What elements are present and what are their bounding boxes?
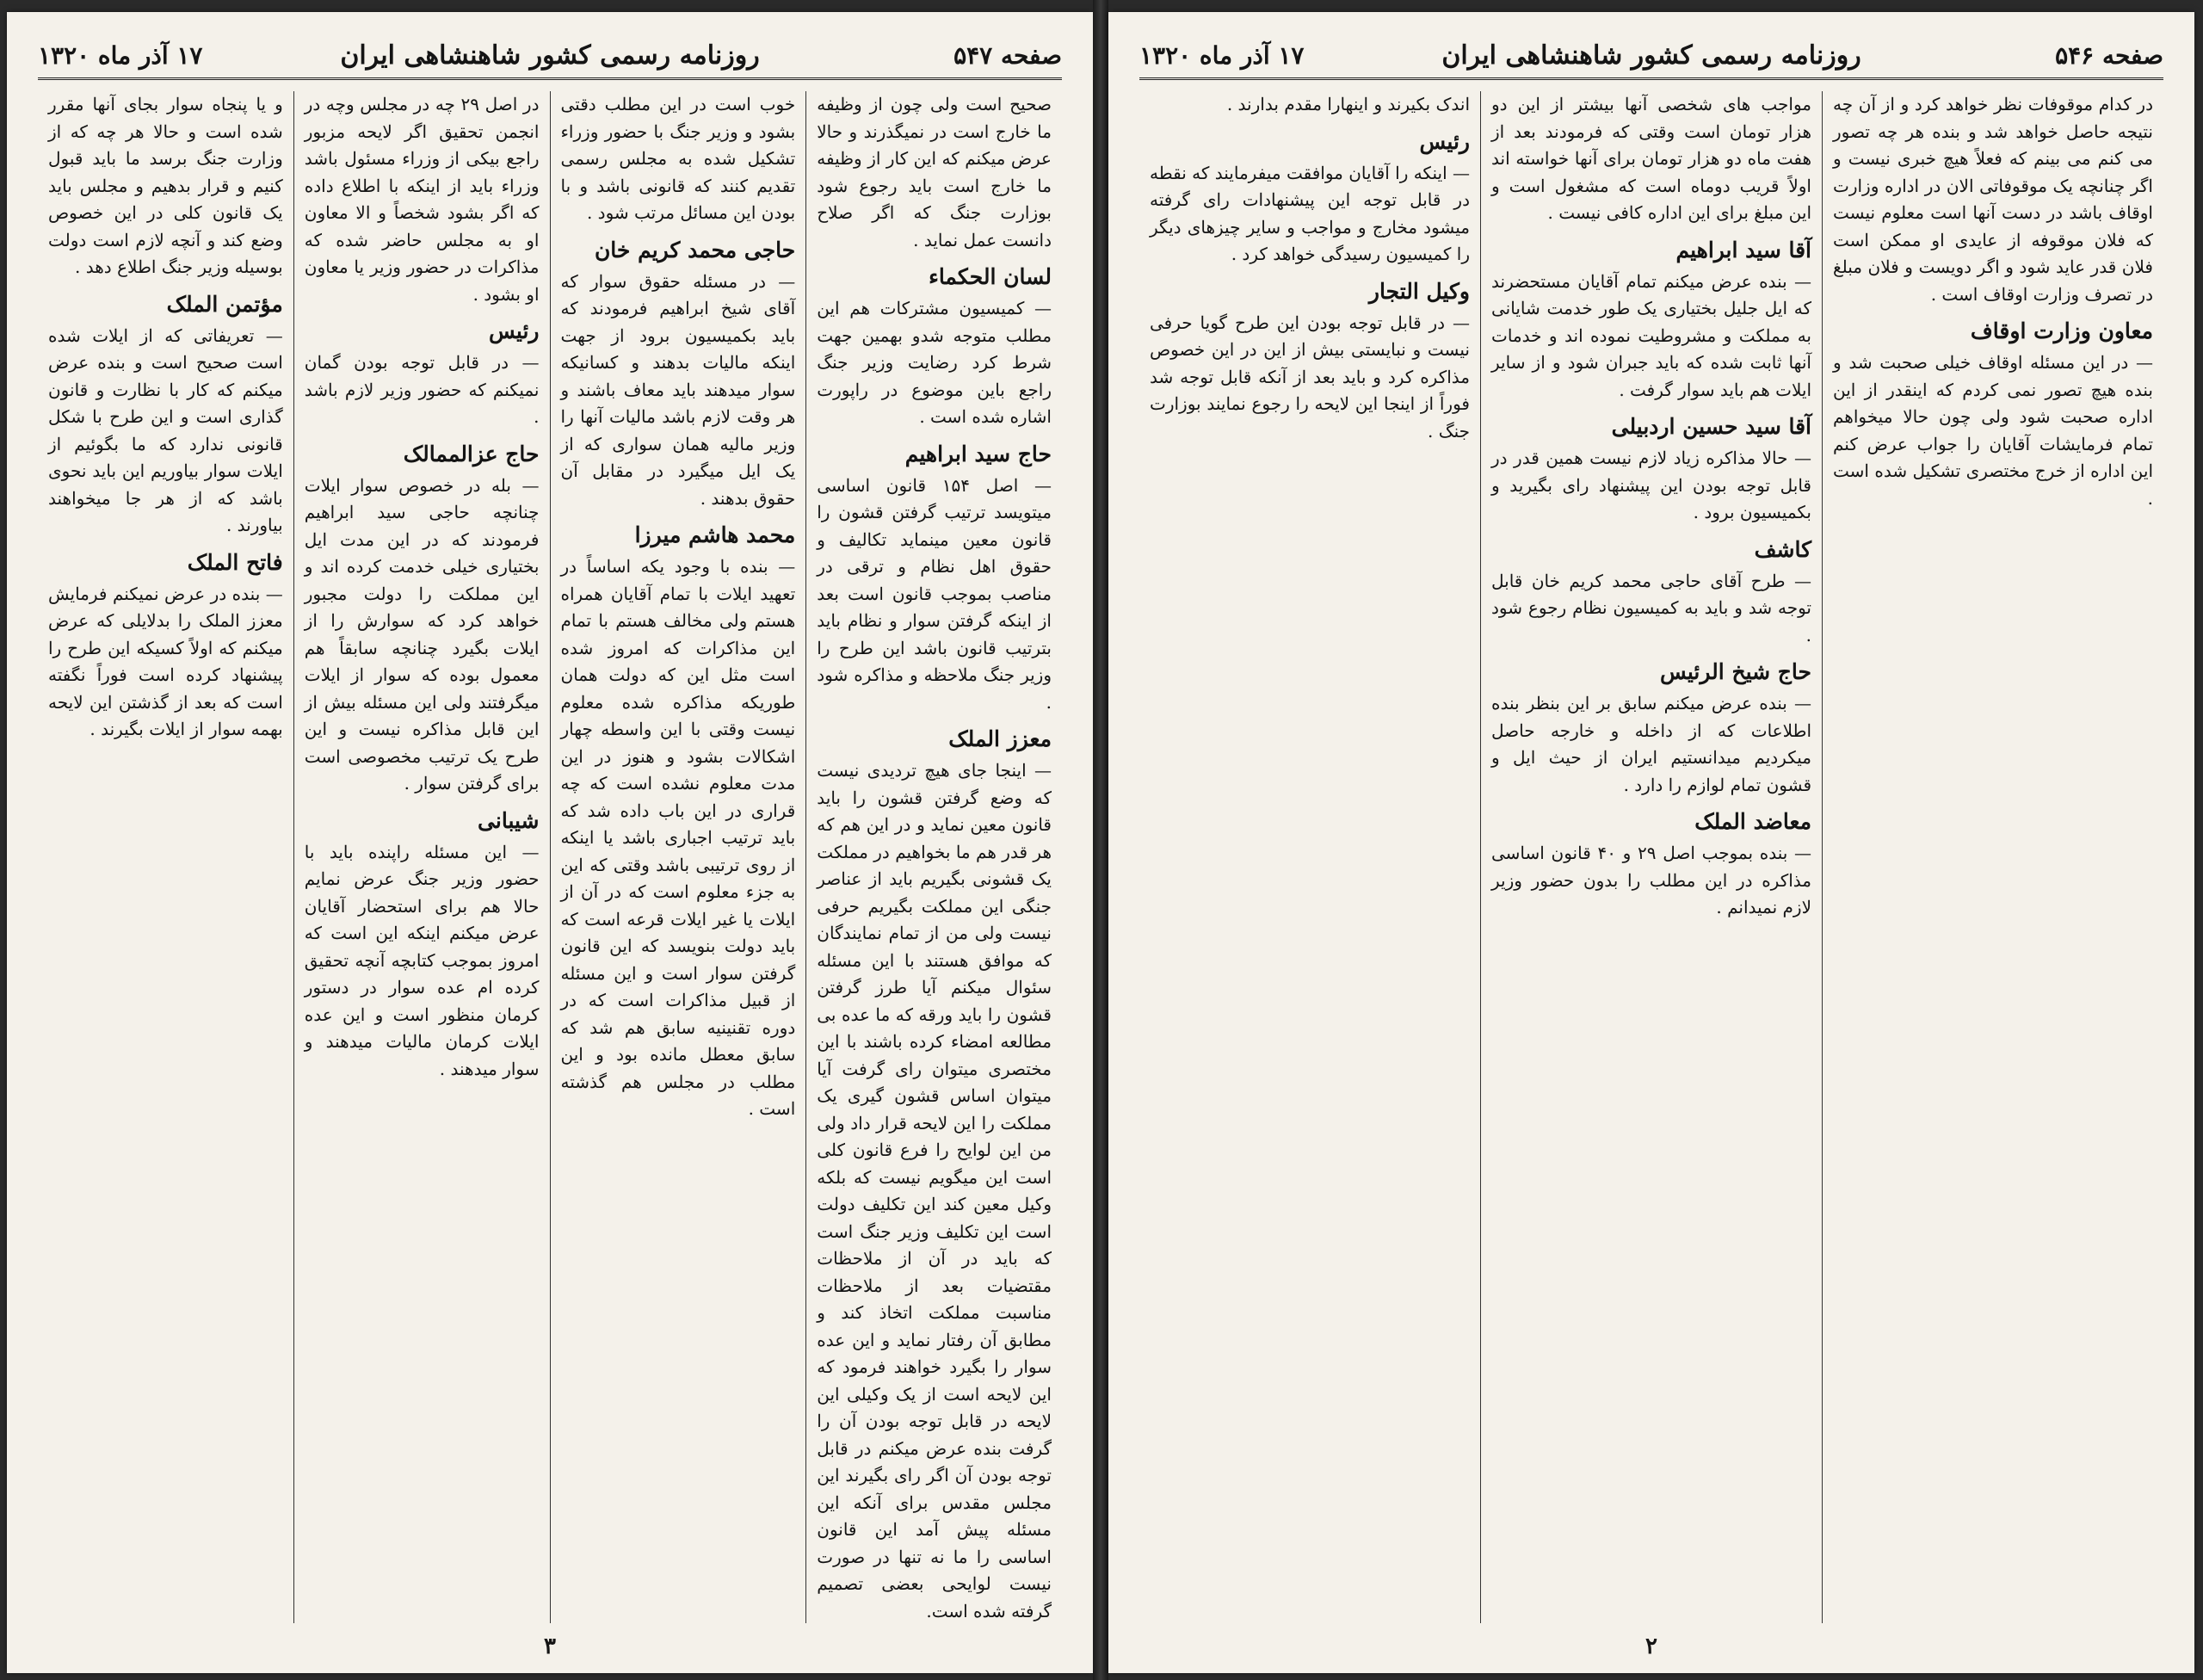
speech-block [1491, 412, 1811, 527]
right-column-3 [1139, 91, 1480, 1623]
speech-block [561, 521, 796, 1123]
right-page-number: صفحه ۵۴۶ [2055, 40, 2163, 70]
speech-block [817, 440, 1052, 717]
speech-block [305, 317, 540, 431]
speech-block [1150, 277, 1470, 446]
left-column-3 [293, 91, 550, 1623]
speaker-name: مؤتمن الملک [166, 291, 283, 317]
speech-text: — بله در خصوص سوار ایلات چنانچه حاجی سید ابراهیم فرمودند که در این مدت ایل بختیاری خیلی خدمت کرده اند و این مملکت را دولت مجبور خواهد کرد که سوارش را از ایلات بگیرد چنانچه سابقاً هم معمول بوده که سوار از ایلات میگرفتند ولی این مسئله بیش از این قابل مذاکره نیست و این طرح یک ترتیب مخصوصی است برای گرفتن سوار . [304, 474, 540, 794]
speech-text: — طرح آقای حاجی محمد کریم خان قابل توجه شد و باید به کمیسیون نظام رجوع شود . [1491, 570, 1811, 645]
speech-block [1491, 91, 1811, 227]
speech-text: — در این مسئله اوقاف خیلی صحبت شد و بنده هیچ تصور نمی کردم که اینقدر از این اداره صحبت شود ولی چون حالا میخواهم تمام فرمایشات آقایان را جواب عرض کنم این اداره از خرج مختصری تشکیل شده است . [1833, 352, 2153, 509]
speaker-name: معزز الملک [948, 726, 1052, 751]
speech-text: مواجب های شخصی آنها بیشتر از این دو هزار تومان است وقتی که فرمودند بعد از هفت ماه دو هزار تومان برای آنها خواسته اند اولاً قریب دوماه است که مشغول است و این مبلغ برای این اداره کافی نیست . [1491, 94, 1811, 223]
speech-block [817, 91, 1052, 254]
speech-text: — بنده در عرض نمیکنم فرمایش معزز الملک را بدلایلی که عرض میکنم که اولاً کسیکه این طرح را پیشنهاد کرده است فوراً نگفته است که بعد از گذشتن این لایحه بهمه سوار از ایلات بگیرند . [48, 583, 283, 739]
speech-block [48, 290, 283, 540]
speech-text: — در قابل توجه بودن گمان نمیکنم که حضور وزیر لازم باشد . [304, 352, 540, 427]
speech-block [1833, 317, 2153, 512]
speech-text: — بنده با وجود یکه اساساً در تعهید ایلات با تمام آقایان همراه هستم ولی مخالف هستم با تمام این مذاکرات که امروز شده است مثل این که دولت همان طوریکه مذاکره شده معلوم نیست وقتی با این واسطه چهار اشکالات بشود و هنوز در این مدت معلوم نشده است که چه قراری در این باب داده شد که باید ترتیب اجباری باشد یا اینکه از روی ترتیبی باشد وقتی که این به جزء معلوم است که در آن از ایلات یا غیر ایلات قرعه است که باید دولت بنویسد که این قانون گرفتن سوار است و این مسئله از قبیل مذاکرات است که در دوره تقنینیه سابق هم شد که سابق معطل مانده بود و این مطلب در مجلس هم گذشته است . [560, 556, 796, 1119]
speech-block [1150, 127, 1470, 269]
left-publication-title: روزنامه رسمی کشور شاهنشاهی ایران [340, 40, 760, 71]
right-page [1108, 12, 2194, 1673]
left-folio: ۳ [544, 1634, 556, 1659]
speech-text: صحیح است ولی چون از وظیفه ما خارج است در نمیگذرند و حالا عرض میکنم که این کار از وظیفه ما خارج است باید رجوع شود بوزارت جنگ که اگر صلاح دانست عمل نماید . [817, 94, 1052, 250]
speech-text: — بنده عرض میکنم تمام آقایان مستحضرند که ایل جلیل بختیاری یک طور خدمت شایانی به مملکت و مشروطیت نموده اند و خدمات آنها ثابت شده که باید جبران شود و از سایر ایلات هم باید سوار گرفت . [1491, 270, 1811, 400]
right-column-1 [1822, 91, 2163, 1623]
speech-text: — کمیسیون مشترکات هم این مطلب متوجه شدو بهمین جهت شرط کرد رضایت وزیر جنگ راجع باین موضوع در راپورت اشاره شده است . [817, 298, 1052, 427]
speech-text: خوب است در این مطلب دقتی بشود و وزیر جنگ با حضور وزراء تشکیل شده به مجلس رسمی تقدیم کنند که قانونی باشد و با بودن این مسائل مرتب شود . [560, 94, 796, 223]
speech-text: — تعریفاتی که از ایلات شده است صحیح است و بنده عرض میکنم که کار با نظارت و قانون گذاری است و این طرح با شکل قانونی ندارد که ما بگوئیم از ایلات سوار بیاوریم این باید نحوی باشد که از هر جا میخواهند بیاورند . [48, 324, 283, 535]
speech-block [1491, 807, 1811, 922]
speech-text: — اینجا جای هیچ تردیدی نیست که وضع گرفتن قشون را باید قانون معین نماید و در این هم که هر قدر هم ما بخواهیم در مملکت یک قشونی بگیریم باید از عناصر جنگی این مملکت بگیریم حرفی نیست ولی من از تمام نمایندگان که موافق هستند با این مسئله سئوال میکنم آیا طرز گرفتن قشون را باید ورقه که ما عده بی مطالعه امضاء کرده باشند با این مختصری میتوان رای گرفت آیا میتوان اساس قشون گیری یک مملکت را این لایحه قرار داد ولی من این لوایح را فرع قانون کلی است این میگویم نیست که بلکه وکیل معین کند این تکلیف دولت است این تکلیف وزیر جنگ است که باید در آن از ملاحظات مقتضیات بعد از ملاحظات مناسبت مملکت اتخاذ کند و مطابق آن رفتار نماید و این عده سوار را بگیرد خواهند فرمود که این لایحه است از یک وکیلی این لایحه در قابل توجه بودن آن را گرفت بنده عرض میکنم در قابل توجه بودن آن اگر رای بگیرند این مجلس مقدس برای آنکه این مسئله پیش آمد این قانون اساسی را ما نه تنها در صورت نیست لوایحی بعضی تصمیم گرفته شده است. [817, 760, 1052, 1621]
speech-block [305, 806, 540, 1084]
left-column-1 [805, 91, 1062, 1623]
speech-text: — اصل ۱۵۴ قانون اساسی میتویسد ترتیب گرفتن قشون را قانون معین مینماید تکالیف و حقوق اهل نظام و ترقی در مناصب بموجب قانون است بعد از اینکه گرفتن سوار و نظام باید بترتیب قانون باشد این طرح را وزیر جنگ ملاحظه و مذاکره شود . [817, 474, 1052, 713]
speech-text: — اینکه را آقایان موافقت میفرمایند که نقطه در قابل توجه این پیشنهادات رای گرفته میشود مخارج و مواجب و سایر چیزهای دیگر را کمیسیون رسیدگی خواهد کرد . [1150, 162, 1470, 264]
speaker-name: حاج شیخ الرئیس [1660, 659, 1811, 684]
speaker-name: معاضد الملک [1694, 809, 1811, 834]
left-column-4 [38, 91, 293, 1623]
left-masthead [38, 33, 1062, 80]
speaker-name: وکیل التجار [1368, 278, 1470, 304]
speech-block [817, 262, 1052, 431]
speech-text: در اصل ۲۹ چه در مجلس وچه در انجمن تحقیق اگر لایحه مزبور راجع بیکی از وزراء مسئول باشد وزراء باید از اینکه با اطلاع داده که اگر بشود شخصاً و الا معاون او به مجلس حاضر شده که مذاکرات در حضور وزیر یا معاون او بشود . [304, 94, 540, 305]
speech-block [1833, 91, 2153, 308]
right-columns [1139, 91, 2163, 1623]
speech-text: اندک بکیرند و اینهارا مقدم بدارند . [1226, 94, 1470, 114]
speaker-name: حاجی محمد کریم خان [594, 237, 796, 262]
left-issue-date: ۱۷ آذر ماه ۱۳۲۰ [38, 40, 203, 70]
speech-text: — حالا مذاکره زیاد لازم نیست همین قدر در قابل توجه بودن این پیشنهاد رای بگیرید و بکمیسیون برود . [1491, 448, 1811, 522]
speaker-name: رئیس [1419, 128, 1470, 154]
speaker-name: کاشف [1754, 536, 1811, 562]
left-page-number: صفحه ۵۴۷ [953, 40, 1062, 70]
speech-block [1491, 236, 1811, 405]
speech-text: — بنده عرض میکنم سابق بر این بنظر بنده اطلاعات که از داخله و خارجه حاصل میکردیم میدانستیم ایران از حیث ایل و قشون تمام لوازم را دارد . [1491, 693, 1811, 795]
speaker-name: شیبانی [478, 807, 540, 833]
speaker-name: معاون وزارت اوقاف [1970, 318, 2153, 343]
right-issue-date: ۱۷ آذر ماه ۱۳۲۰ [1139, 40, 1305, 70]
speech-block [305, 91, 540, 308]
left-columns [38, 91, 1062, 1623]
speech-text: — این مسئله راپنده باید با حضور وزیر جنگ عرض نمایم حالا هم برای استحضار آقایان عرض میکنم اینکه این است که امروز بموجب کتابچه آنچه تحقیق کرده ام عده سوار در دستور کرمان منظور است و این عده ایلات کرمان مالیات میدهند و سوار میدهند . [304, 841, 540, 1079]
speaker-name: فاتح الملک [187, 549, 283, 575]
speaker-name: آقا سید حسین اردبیلی [1611, 414, 1811, 439]
speaker-name: آقا سید ابراهیم [1675, 237, 1811, 262]
speech-block [305, 440, 540, 798]
speech-text: — بنده بموجب اصل ۲۹ و ۴۰ قانون اساسی مذاکره در این مطلب را بدون حضور وزیر لازم نمیدانم . [1491, 843, 1812, 917]
speech-block [1491, 535, 1811, 650]
speech-block [48, 91, 283, 281]
speaker-name: حاج عزالممالک [403, 441, 540, 466]
speech-text: — در قابل توجه بودن این طرح گویا حرفی نیست و نبایستی بیش از این در این خصوص مذاکره کرد و باید بعد از آنکه قابل توجه شد فوراً از اینجا این لایحه را رجوع نمایند بوزارت جنگ . [1150, 312, 1470, 442]
speech-text: در کدام موقوفات نظر خواهد کرد و از آن چه نتیجه حاصل خواهد شد و بنده هر چه تصور می کنم می بینم که فعلاً هیچ خبری نیست و اگر چنانچه یک موقوفاتی الان در اداره وزارت اوقاف باشد در دست آنها است معلوم نیست که فلان موقوفه از عایدی او ممکن است فلان قدر عاید شود و اگر دویست و فلان مبلغ در تصرف وزارت اوقاف است . [1833, 94, 2153, 305]
speech-block [1491, 658, 1811, 799]
speech-text: — در مسئله حقوق سوار که آقای شیخ ابراهیم فرمودند که باید بکمیسیون برود از جهت اینکه مالیات بدهند و کسانیکه سوار میدهند باید معاف باشند و هر وقت لازم باشد مالیات آنها را وزیر مالیه همان سواری که از یک ایل میگیرد در مقابل آن حقوق بدهند . [560, 270, 796, 509]
speech-block [1150, 91, 1470, 119]
left-column-2 [550, 91, 806, 1623]
right-publication-title: روزنامه رسمی کشور شاهنشاهی ایران [1441, 40, 1861, 71]
speech-block [48, 548, 283, 744]
left-page [7, 12, 1093, 1673]
right-masthead [1139, 33, 2163, 80]
speaker-name: لسان الحکماء [929, 264, 1052, 289]
speaker-name: حاج سید ابراهیم [904, 441, 1052, 466]
speech-block [561, 91, 796, 227]
speaker-name: محمد هاشم میرزا [634, 522, 796, 547]
speech-block [561, 236, 796, 513]
right-column-2 [1480, 91, 1822, 1623]
right-folio: ۲ [1645, 1634, 1657, 1659]
speaker-name: رئیس [489, 318, 540, 343]
speech-text: و یا پنجاه سوار بجای آنها مقرر شده است و حالا هر چه که از وزارت جنگ برسد ما باید قبول کنیم و قرار بدهیم و مجلس باید یک قانون کلی در این خصوص وضع کند و آنچه لازم است دولت بوسیله وزیر جنگ اطلاع دهد . [48, 94, 283, 277]
speech-block [817, 725, 1052, 1623]
binding-gutter [1093, 0, 1108, 1680]
